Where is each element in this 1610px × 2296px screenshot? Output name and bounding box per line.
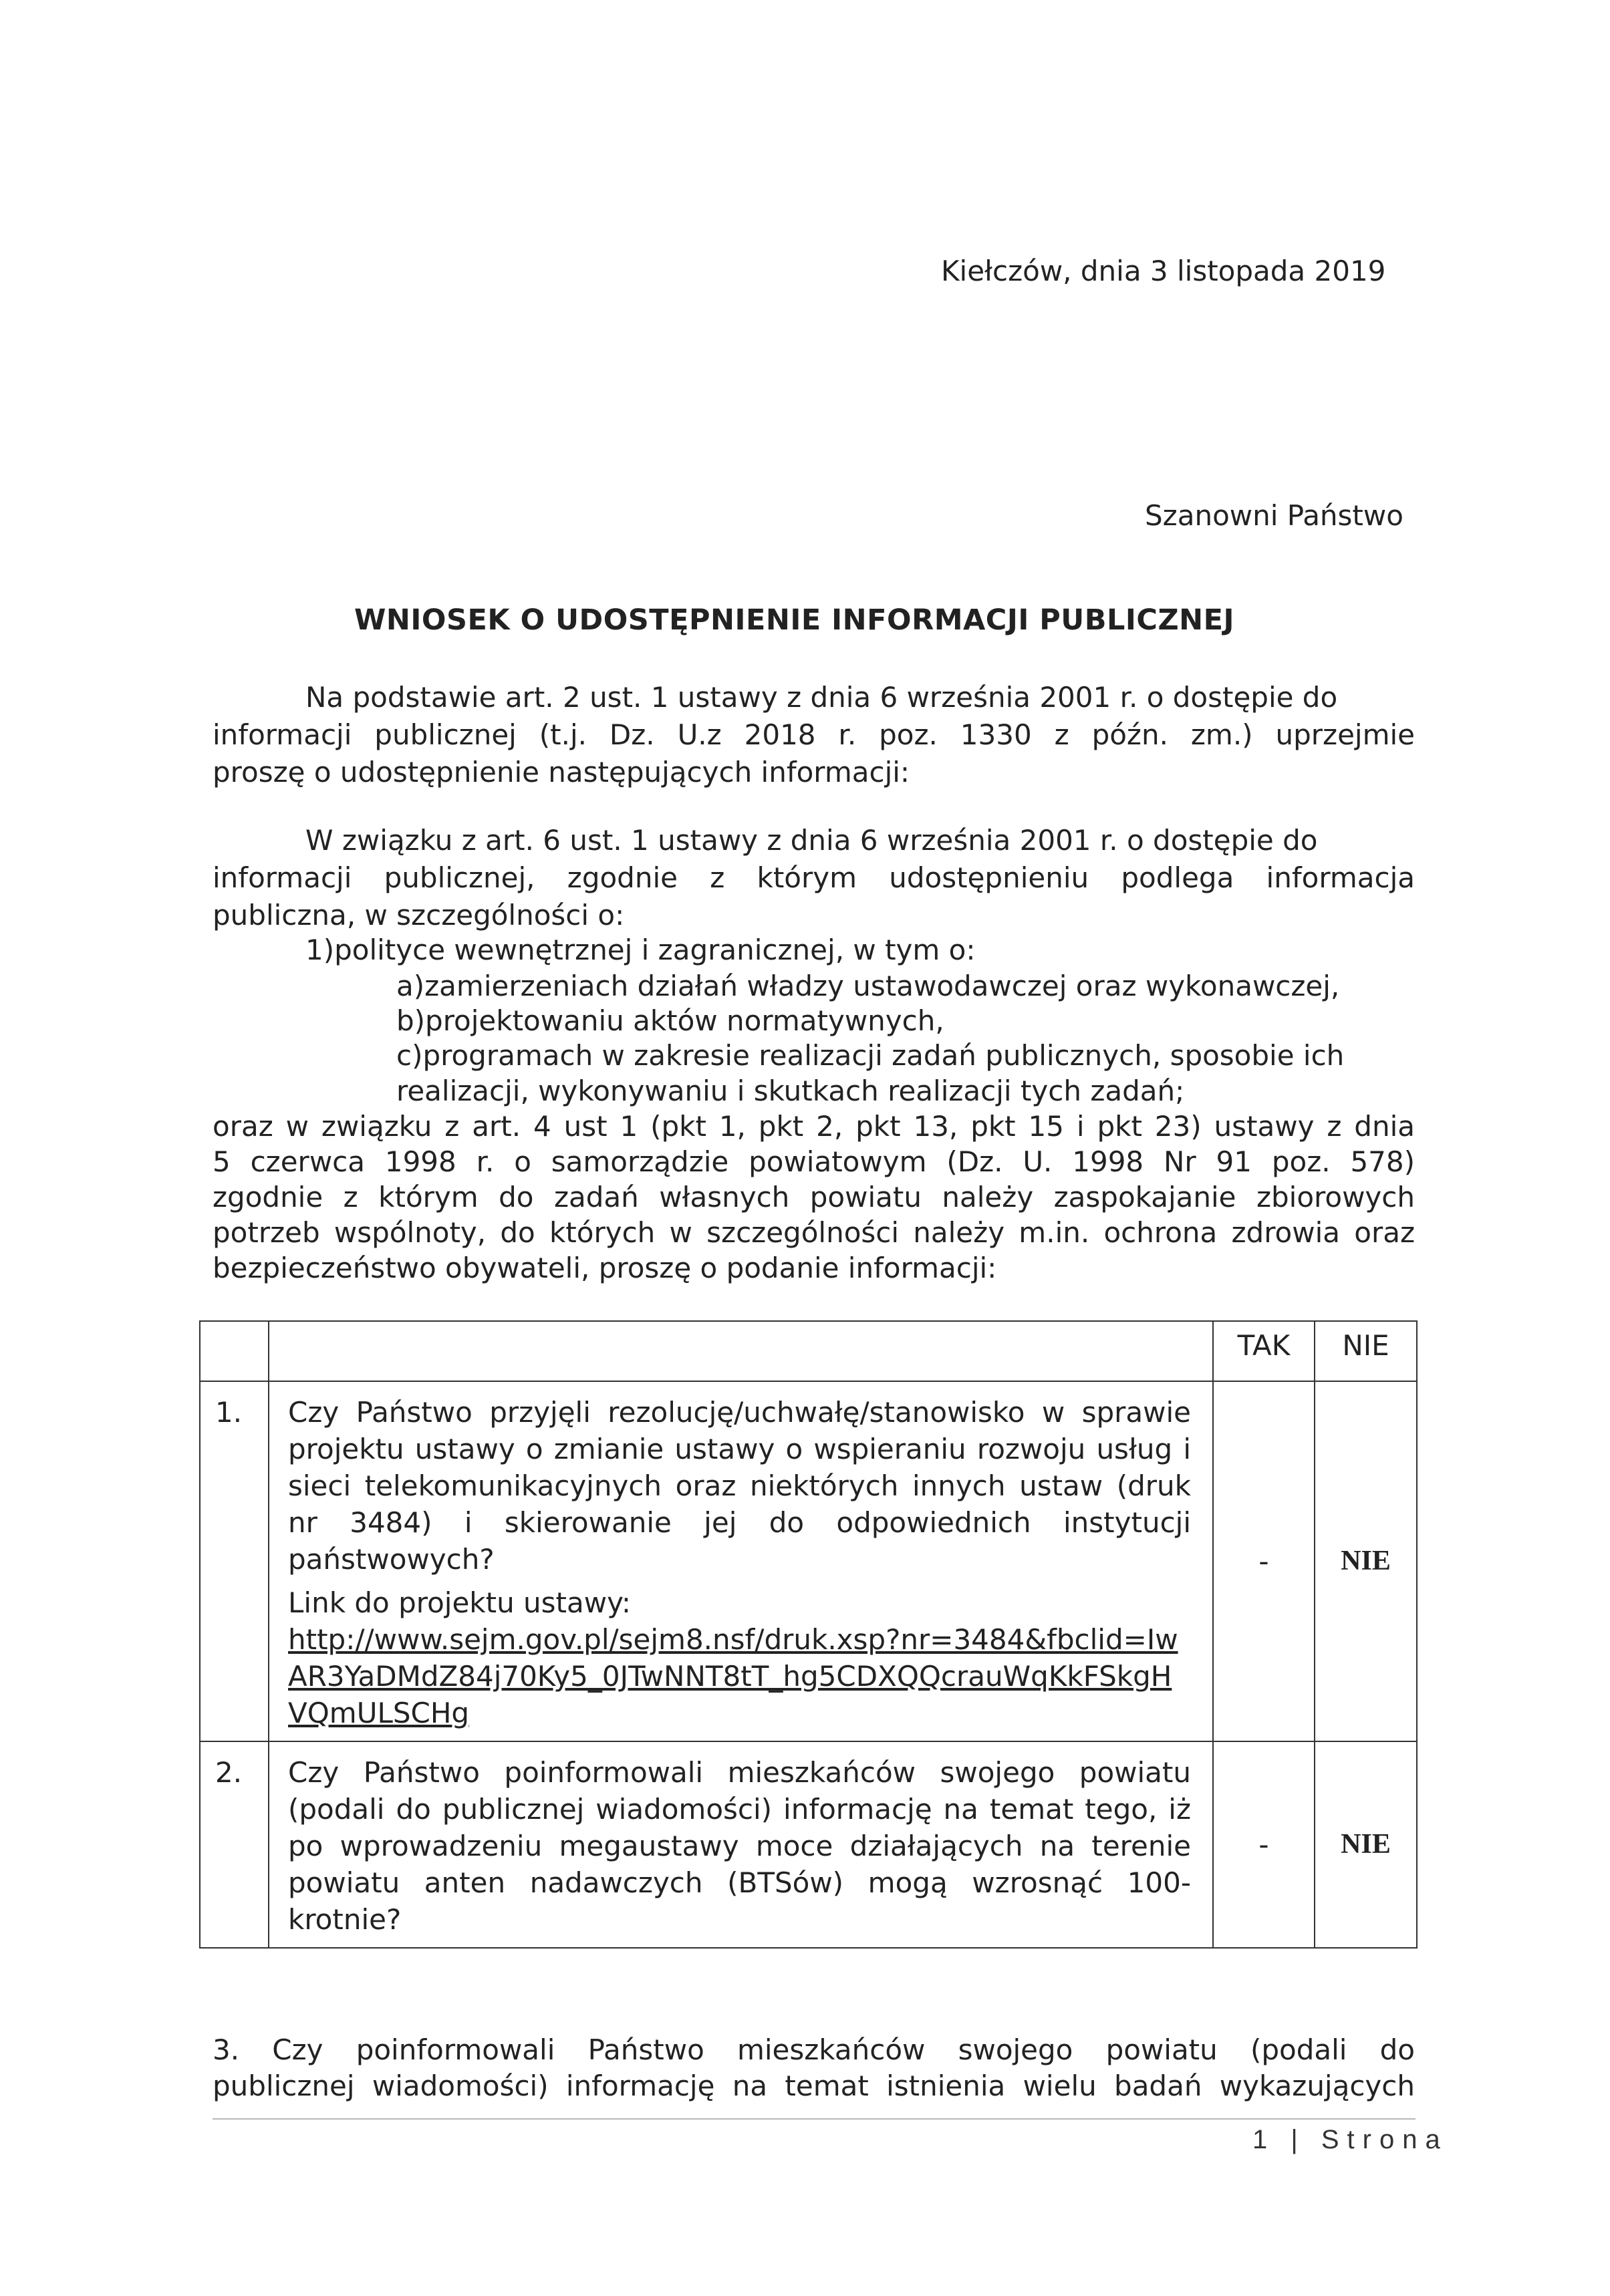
continuation-line-1: oraz w związku z art. 4 ust 1 (pkt 1, pkt 2, pkt 13, pkt 15 i pkt 23) ustawy z dnia <box>213 1110 1415 1143</box>
question-cell <box>269 1381 1213 1741</box>
point-1: 1)polityce wewnętrznej i zagranicznej, w tym o: <box>305 934 976 966</box>
answer-tak: - <box>1213 1741 1315 1948</box>
answer-nie: NIE <box>1315 1741 1417 1948</box>
header-nie: NIE <box>1315 1321 1417 1381</box>
intro-line-1: Na podstawie art. 2 ust. 1 ustawy z dnia 6 września 2001 r. o dostępie do <box>305 681 1338 714</box>
table-row <box>200 1381 1417 1741</box>
question-cell <box>269 1741 1213 1948</box>
footer-divider <box>213 2118 1416 2120</box>
salutation: Szanowni Państwo <box>1145 499 1403 532</box>
row-number: 2. <box>200 1741 269 1948</box>
point-c-line-1: c)programach w zakresie realizacji zadań publicznych, sposobie ich <box>396 1039 1345 1072</box>
row-number: 1. <box>200 1381 269 1741</box>
request-table <box>199 1320 1418 1949</box>
intro-line-2: informacji publicznej (t.j. Dz. U.z 2018 r. poz. 1330 z późn. zm.) uprzejmie <box>213 718 1415 751</box>
answer-tak: - <box>1213 1381 1315 1741</box>
question-text: Czy Państwo poinformowali mieszkańców swojego powiatu (podali do publicznej wiadomości) informację na temat tego, iż po wprowadzeniu megaustawy moce działających na terenie powiatu anten nadawczych (BTSów) mogą wzrosnąć 100-krotnie? <box>288 1756 1191 1936</box>
basis-line-1: W związku z art. 6 ust. 1 ustawy z dnia 6 września 2001 r. o dostępie do <box>305 824 1318 857</box>
page-number: 1 | Strona <box>1252 2125 1448 2154</box>
item3-line-2: publicznej wiadomości) informację na temat istnienia wielu badań wykazujących <box>213 2069 1415 2102</box>
table-row <box>200 1741 1417 1948</box>
header-tak: TAK <box>1213 1321 1315 1381</box>
document-title: WNIOSEK O UDOSTĘPNIENIE INFORMACJI PUBLICZNEJ <box>354 603 1234 637</box>
place-date: Kiełczów, dnia 3 listopada 2019 <box>941 255 1386 287</box>
table-header-row <box>200 1321 1417 1381</box>
point-a: a)zamierzeniach działań władzy ustawodawczej oraz wykonawczej, <box>396 970 1340 1002</box>
item3-line-1: 3. Czy poinformowali Państwo mieszkańców swojego powiatu (podali do <box>213 2033 1415 2066</box>
project-link[interactable]: http://www.sejm.gov.pl/sejm8.nsf/druk.xsp?nr=3484&fbclid=IwAR3YaDMdZ84j70Ky5_0JTwNNT8tT_hg5CDXQQcrauWqKkFSkgHVQmULSCHg <box>288 1623 1178 1729</box>
continuation-line-5: bezpieczeństwo obywateli, proszę o podanie informacji: <box>213 1252 997 1284</box>
basis-line-3: publiczna, w szczególności o: <box>213 899 625 931</box>
continuation-line-3: zgodnie z którym do zadań własnych powiatu należy zaspokajanie zbiorowych <box>213 1181 1415 1213</box>
basis-line-2: informacji publicznej, zgodnie z którym udostępnieniu podlega informacja <box>213 861 1415 894</box>
question-text: Czy Państwo przyjęli rezolucję/uchwałę/stanowisko w sprawie projektu ustawy o zmianie ustawy o wspieraniu rozwoju usług i sieci telekomunikacyjnych oraz niektórych innych ustaw (druk nr 3484) i skierowanie jej do odpowiednich instytucji państwowych? <box>288 1396 1191 1576</box>
header-num-cell <box>200 1321 269 1381</box>
link-label: Link do projektu ustawy: <box>288 1586 632 1619</box>
continuation-line-4: potrzeb wspólnoty, do których w szczególności należy m.in. ochrona zdrowia oraz <box>213 1216 1415 1249</box>
intro-line-3: proszę o udostępnienie następujących informacji: <box>213 756 910 788</box>
header-question-cell <box>269 1321 1213 1381</box>
point-b: b)projektowaniu aktów normatywnych, <box>396 1004 944 1037</box>
continuation-line-2: 5 czerwca 1998 r. o samorządzie powiatowym (Dz. U. 1998 Nr 91 poz. 578) <box>213 1145 1415 1178</box>
point-c-line-2: realizacji, wykonywaniu i skutkach realizacji tych zadań; <box>396 1074 1185 1107</box>
answer-nie: NIE <box>1315 1381 1417 1741</box>
